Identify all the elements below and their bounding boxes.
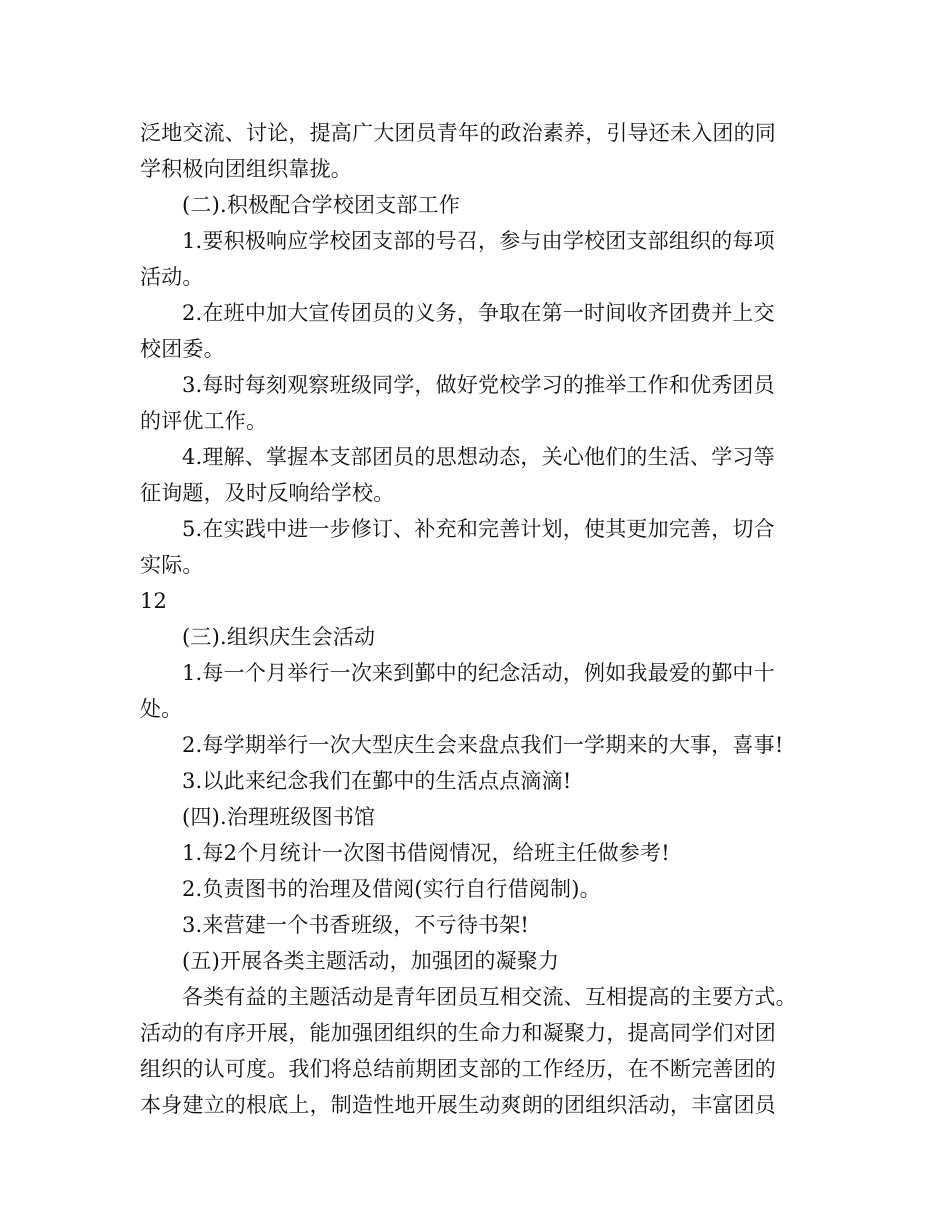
text-line: 2.负责图书的治理及借阅(实行自行借阅制)。 <box>182 877 601 901</box>
text-line: 校团委。 <box>140 337 225 361</box>
text-line: 5.在实践中进一步修订、补充和完善计划，使其更加完善，切合 <box>182 517 775 541</box>
text-line: 本身建立的根底上，制造性地开展生动爽朗的团组织活动，丰富团员 <box>140 1093 776 1117</box>
section-heading: (三).组织庆生会活动 <box>182 625 376 649</box>
text-line: 活动。 <box>140 265 204 289</box>
text-line: 1.要积极响应学校团支部的号召，参与由学校团支部组织的每项 <box>182 229 775 253</box>
section-heading: (五)开展各类主题活动，加强团的凝聚力 <box>182 949 560 973</box>
text-line: 的评优工作。 <box>140 409 268 433</box>
text-line: 征询题，及时反响给学校。 <box>140 481 395 505</box>
text-line: 2.在班中加大宣传团员的义务，争取在第一时间收齐团费并上交 <box>182 301 775 325</box>
text-line: 学积极向团组织靠拢。 <box>140 157 352 181</box>
text-line: 活动的有序开展，能加强团组织的生命力和凝聚力，提高同学们对团 <box>140 1021 776 1045</box>
text-line: 3.来营建一个书香班级，不亏待书架! <box>182 913 530 937</box>
section-heading: (二).积极配合学校团支部工作 <box>182 193 461 217</box>
text-line: 实际。 <box>140 553 204 577</box>
text-line: 1.每2个月统计一次图书借阅情况，给班主任做参考! <box>182 841 670 865</box>
section-heading: (四).治理班级图书馆 <box>182 805 376 829</box>
text-line: 3.以此来纪念我们在鄞中的生活点点滴滴! <box>182 769 572 793</box>
text-line: 泛地交流、讨论，提高广大团员青年的政治素养，引导还未入团的同 <box>140 121 776 145</box>
text-line: 3.每时每刻观察班级同学，做好党校学习的推举工作和优秀团员 <box>182 373 775 397</box>
text-line: 各类有益的主题活动是青年团员互相交流、互相提高的主要方式。 <box>182 985 797 1009</box>
text-line: 4.理解、掌握本支部团员的思想动态，关心他们的生活、学习等 <box>182 445 775 469</box>
page-number: 12 <box>140 589 168 613</box>
text-line: 处。 <box>140 697 183 721</box>
text-line: 1.每一个月举行一次来到鄞中的纪念活动，例如我最爱的鄞中十 <box>182 661 775 685</box>
text-line: 2.每学期举行一次大型庆生会来盘点我们一学期来的大事，喜事! <box>182 733 784 757</box>
text-line: 组织的认可度。我们将总结前期团支部的工作经历，在不断完善团的 <box>140 1057 776 1081</box>
